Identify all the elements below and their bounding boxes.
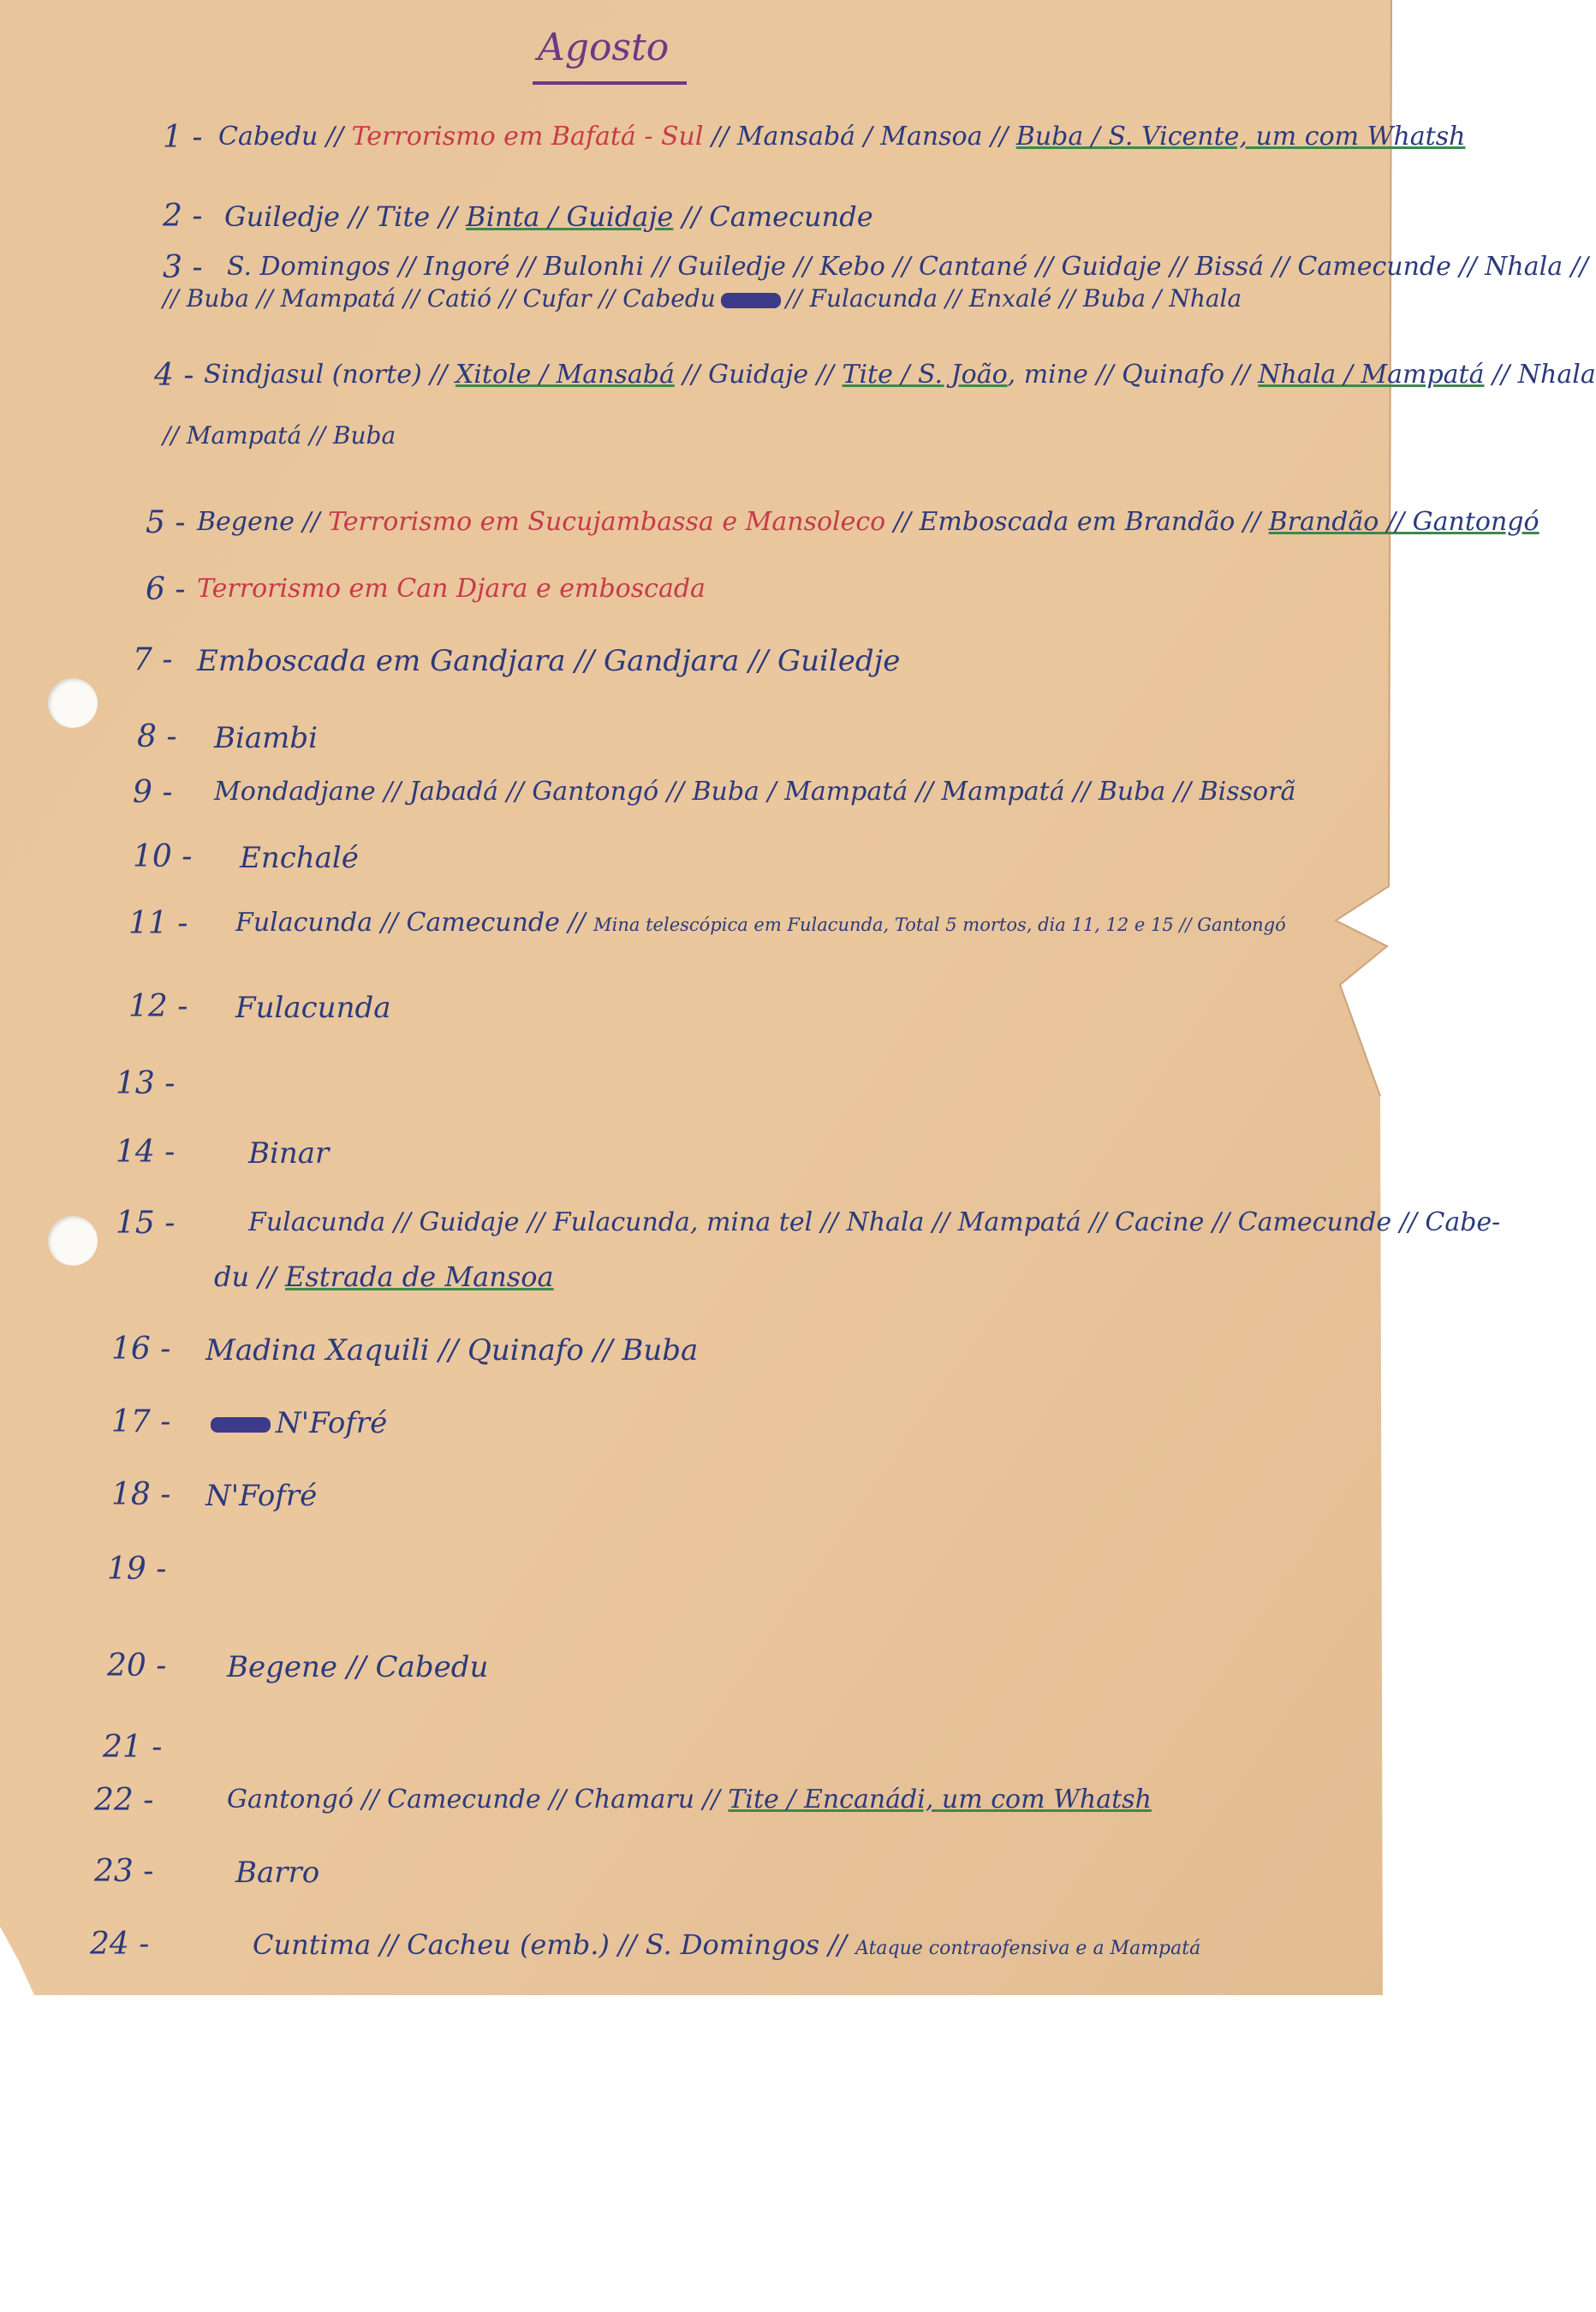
entry-number: 1 -: [163, 120, 203, 155]
entry-segment: // Guidaje //: [674, 360, 843, 390]
entry-segment: Xitole / Mansabá: [455, 360, 675, 390]
entry-segment: Emboscada em Gandjara // Gandjara // Guiledje: [197, 644, 901, 678]
entry-text: [227, 1785, 1152, 1814]
entry-segment: Guiledje // Tite //: [224, 200, 467, 233]
entry-text: [227, 252, 1588, 282]
entry-number: 11 -: [128, 906, 188, 941]
title-underline: [533, 81, 687, 85]
entry-text: [240, 841, 359, 875]
entry-segment: Gantongó // Camecunde // Chamaru //: [227, 1785, 729, 1814]
entry-segment: N'Fofré: [205, 1479, 318, 1513]
entry-segment: Nhala / Mampatá: [1258, 360, 1485, 390]
entry-segment: Mondadjane // Jabadá // Gantongó // Buba / Mampatá // Mampatá // Buba // Bissorã: [214, 777, 1296, 807]
entry-segment: Fulacunda // Guidaje // Fulacunda, mina tel // Nhala // Mampatá // Cacine // Camecunde // Cabe-: [248, 1207, 1501, 1237]
entry-text: [248, 1136, 329, 1171]
crossed-out-scribble: [211, 1417, 271, 1433]
entry-segment: Terrorismo em Can Djara e emboscada: [197, 574, 706, 604]
entry-segment: Fulacunda: [235, 991, 391, 1025]
entry-text: [214, 777, 1295, 807]
entry-number: 20 -: [107, 1648, 167, 1683]
entry-number: 3 -: [163, 250, 203, 285]
entry-segment: S. Domingos // Ingoré // Bulonhi // Guiledje // Kebo // Cantané // Guidaje // Bissá // Camecunde // Nhala //: [227, 252, 1588, 282]
entry-segment: , mine // Quinafo //: [1007, 360, 1259, 390]
entry-segment: N'Fofré: [276, 1406, 388, 1440]
entry-segment: Madina Xaquili // Quinafo // Buba: [205, 1333, 699, 1368]
entry-text: [197, 574, 706, 604]
entry-number: 5 -: [146, 505, 186, 540]
entry-number: 4 -: [154, 358, 194, 393]
entry-segment: // Emboscada em Brandão //: [885, 507, 1269, 537]
entry-text: [235, 1856, 319, 1890]
entry-number: 16 -: [111, 1332, 171, 1367]
entry-segment: Tite / S. João: [842, 360, 1008, 390]
entry-text: [205, 1479, 317, 1513]
punch-hole-bottom: [48, 1216, 98, 1266]
entry-segment: du //: [214, 1260, 285, 1293]
punch-hole-top: [48, 678, 98, 728]
entry-segment: Tite / Encanádi, um com Whatsh: [728, 1785, 1152, 1814]
entry-segment: Enchalé: [240, 841, 359, 875]
entry-text: [197, 644, 900, 678]
crossed-out-scribble: [721, 293, 781, 308]
entry-number: 21 -: [103, 1730, 163, 1765]
entry-text: [248, 1207, 1501, 1237]
entry-text: [163, 421, 396, 450]
entry-segment: // Camecunde: [673, 200, 873, 233]
entry-number: 2 -: [163, 199, 203, 234]
entry-number: 18 -: [111, 1477, 171, 1512]
entry-segment: // Fulacunda // Enxalé // Buba / Nhala: [785, 284, 1242, 313]
entry-text: [218, 122, 1466, 152]
entry-text: [163, 284, 1242, 313]
entry-segment: // Mansabá / Mansoa //: [703, 122, 1016, 152]
entry-number: 14 -: [116, 1135, 176, 1170]
entry-number: 10 -: [133, 839, 193, 874]
entry-number: 13 -: [116, 1066, 176, 1101]
entry-text: [224, 200, 873, 233]
entry-text: [214, 1260, 554, 1293]
page-title: Agosto: [538, 26, 670, 69]
entry-text: [235, 908, 1286, 938]
entry-segment: Cabedu //: [218, 122, 352, 152]
entry-segment: Fulacunda // Camecunde //: [235, 908, 594, 938]
entry-segment: Barro: [235, 1856, 320, 1890]
entry-number: 24 -: [90, 1927, 150, 1962]
entry-text: [253, 1928, 1200, 1961]
entry-segment: // Nhala: [1484, 360, 1596, 390]
entry-segment: Mina telescópica em Fulacunda, Total 5 mortos, dia 11, 12 e 15 // Gantongó: [593, 915, 1286, 935]
entry-segment: Sindjasul (norte) //: [204, 360, 456, 390]
entry-segment: Biambi: [214, 721, 319, 755]
entry-text: [235, 991, 391, 1025]
entry-number: 8 -: [137, 719, 177, 754]
entry-number: 7 -: [133, 642, 173, 677]
entry-segment: Ataque contraofensiva e a Mampatá: [855, 1938, 1201, 1959]
entry-segment: Begene //: [197, 507, 329, 537]
entry-text: [214, 721, 318, 755]
entry-number: 9 -: [133, 775, 173, 810]
entry-text: [205, 1406, 387, 1440]
entry-segment: Binar: [248, 1136, 330, 1171]
entry-text: [227, 1650, 488, 1684]
entry-segment: Brandão // Gantongó: [1268, 507, 1539, 537]
entry-segment: Terrorismo em Bafatá - Sul: [351, 122, 704, 152]
entry-number: 23 -: [94, 1854, 154, 1889]
entry-segment: Estrada de Mansoa: [285, 1260, 554, 1293]
entry-number: 19 -: [107, 1552, 167, 1587]
entry-segment: Terrorismo em Sucujambassa e Mansoleco: [328, 507, 886, 537]
entry-text: [204, 360, 1596, 390]
entry-number: 6 -: [146, 572, 186, 607]
entry-segment: // Mampatá // Buba: [163, 421, 396, 450]
entry-text: [205, 1333, 698, 1368]
entry-segment: Buba / S. Vicente, um com Whatsh: [1015, 122, 1466, 152]
entry-number: 12 -: [128, 989, 188, 1024]
entry-segment: // Buba // Mampatá // Catió // Cufar // Cabedu: [163, 284, 716, 313]
entry-number: 15 -: [116, 1206, 176, 1241]
entry-text: [197, 507, 1539, 537]
entry-number: 22 -: [94, 1783, 154, 1818]
entry-number: 17 -: [111, 1404, 171, 1439]
entry-segment: Binta / Guidaje: [466, 200, 674, 233]
entry-segment: Cuntima // Cacheu (emb.) // S. Domingos //: [253, 1928, 856, 1961]
entry-segment: Begene // Cabedu: [227, 1650, 489, 1684]
